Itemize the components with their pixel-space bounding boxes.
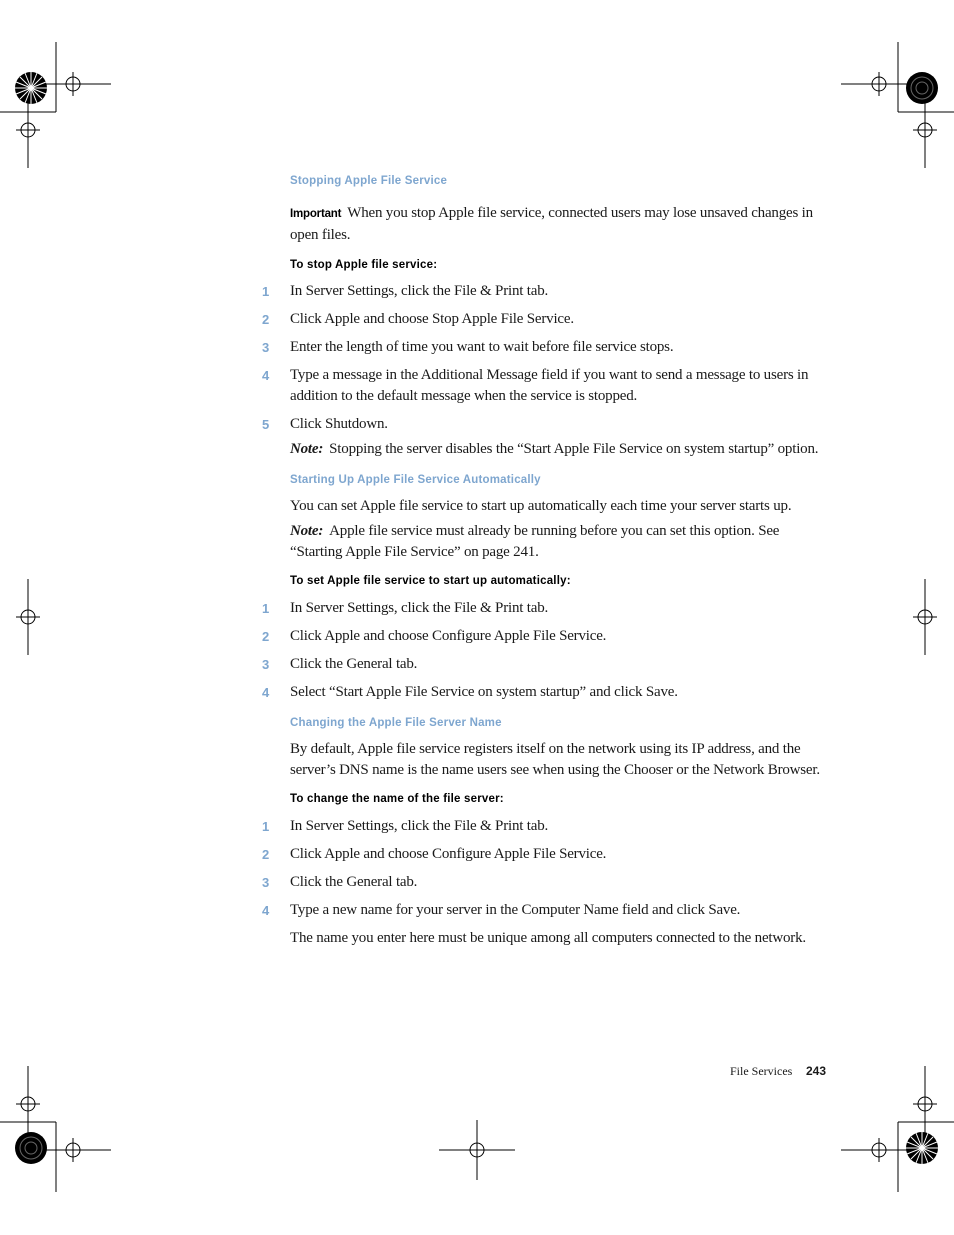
procedure-title-startup: To set Apple file service to start up automatically: — [290, 575, 571, 587]
step-text: Type a message in the Additional Message field if you want to send a message to users in addition to the default message when the service is stopped. — [290, 367, 809, 404]
note-label: Note: — [290, 441, 324, 457]
step-text: Click Apple and choose Configure Apple File Service. — [290, 628, 607, 644]
important-label: Important — [290, 208, 342, 220]
step-text: Enter the length of time you want to wait before file service stops. — [290, 339, 674, 355]
step-text: Click Apple and choose Stop Apple File Service. — [290, 311, 574, 327]
section-heading-stopping: Stopping Apple File Service — [290, 175, 448, 187]
step-text: In Server Settings, click the File & Print tab. — [290, 600, 549, 616]
step-number: 1 — [262, 601, 270, 616]
important-text: When you stop Apple file service, connected users may lose unsaved changes in open files. — [290, 205, 813, 243]
section-heading-starting: Starting Up Apple File Service Automatically — [290, 474, 541, 486]
step-number: 4 — [262, 368, 270, 383]
step-number: 2 — [262, 629, 270, 644]
step-text: Click Apple and choose Configure Apple File Service. — [290, 846, 607, 862]
step-text: In Server Settings, click the File & Print tab. — [290, 818, 549, 834]
step-text: Type a new name for your server in the Computer Name field and click Save. — [290, 902, 741, 918]
step-number: 2 — [262, 312, 270, 327]
note-paragraph — [290, 439, 835, 460]
step-number: 1 — [262, 284, 270, 299]
important-paragraph — [290, 203, 835, 246]
closing-paragraph: The name you enter here must be unique among all computers connected to the network. — [290, 930, 806, 946]
step-number: 3 — [262, 340, 270, 355]
intro-paragraph: By default, Apple file service registers itself on the network using its IP address, and the server’s DNS name is the name users see when using the Chooser or the Network Browser. — [290, 741, 820, 778]
step-number: 4 — [262, 903, 270, 918]
step-number: 3 — [262, 875, 270, 890]
step-text: Click Shutdown. — [290, 416, 388, 432]
note-paragraph — [290, 521, 835, 563]
step-text: Select “Start Apple File Service on system startup” and click Save. — [290, 684, 678, 700]
intro-paragraph: You can set Apple file service to start up automatically each time your server starts up. — [290, 498, 792, 514]
procedure-title-rename: To change the name of the file server: — [290, 793, 504, 805]
footer-chapter: File Services — [730, 1064, 793, 1078]
step-number: 2 — [262, 847, 270, 862]
step-text: Click the General tab. — [290, 656, 418, 672]
step-number: 3 — [262, 657, 270, 672]
step-text: Click the General tab. — [290, 874, 418, 890]
step-number: 5 — [262, 417, 270, 432]
step-number: 4 — [262, 685, 270, 700]
section-heading-changing: Changing the Apple File Server Name — [290, 717, 502, 729]
note-label: Note: — [290, 523, 324, 539]
note-text: Apple file service must already be running before you can set this option. See “Starting Apple File Service” on page 241. — [290, 523, 780, 560]
note-text: Stopping the server disables the “Start Apple File Service on system startup” option. — [329, 441, 819, 457]
procedure-title-stop: To stop Apple file service: — [290, 259, 438, 271]
step-text: In Server Settings, click the File & Print tab. — [290, 283, 549, 299]
page-number: 243 — [806, 1064, 827, 1078]
step-number: 1 — [262, 819, 270, 834]
